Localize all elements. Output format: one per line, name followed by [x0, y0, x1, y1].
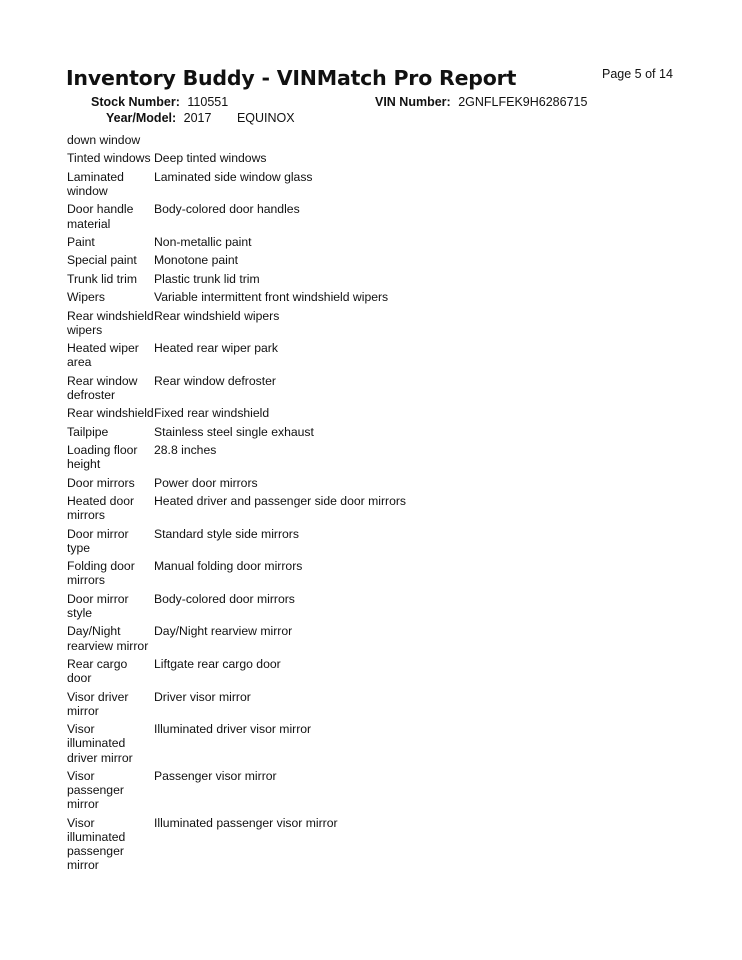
- report-title: Inventory Buddy - VINMatch Pro Report: [66, 66, 517, 90]
- stock-number-value: 110551: [187, 95, 229, 109]
- spec-row: [67, 406, 707, 420]
- spec-value: Illuminated driver visor mirror: [154, 722, 312, 737]
- spec-value: Standard style side mirrors: [154, 526, 299, 541]
- spec-row: [67, 657, 707, 685]
- spec-row: [67, 769, 707, 812]
- spec-value: Heated driver and passenger side door mirrors: [154, 494, 406, 509]
- spec-name: Heated door mirrors: [67, 494, 135, 523]
- spec-value: Body-colored door handles: [154, 202, 300, 217]
- spec-name: Visor illuminated driver mirror: [67, 722, 133, 765]
- spec-name: Visor illuminated passenger mirror: [67, 815, 126, 873]
- spec-row: [67, 527, 707, 555]
- spec-value: Heated rear wiper park: [154, 341, 278, 356]
- spec-name: Loading floor height: [67, 443, 138, 472]
- spec-value: Body-colored door mirrors: [154, 591, 295, 606]
- spec-name: Special paint: [67, 253, 137, 268]
- year-model-label: Year/Model:: [106, 111, 177, 125]
- spec-value: Rear window defroster: [154, 373, 276, 388]
- spec-row: [67, 722, 707, 765]
- spec-name: Visor passenger mirror: [67, 769, 124, 812]
- spec-name: down window: [67, 133, 141, 147]
- stock-number-label: Stock Number:: [91, 95, 180, 109]
- spec-name: Folding door mirrors: [67, 559, 135, 588]
- spec-name: Trunk lid trim: [67, 271, 137, 286]
- spec-row: [67, 425, 707, 439]
- spec-value: [154, 133, 707, 147]
- spec-value: Day/Night rearview mirror: [154, 624, 293, 639]
- spec-value: Laminated side window glass: [154, 169, 313, 184]
- spec-row: [67, 494, 707, 522]
- spec-value: Monotone paint: [154, 253, 239, 268]
- vin-number: [375, 95, 587, 109]
- spec-value: Manual folding door mirrors: [154, 559, 303, 574]
- spec-value: Passenger visor mirror: [154, 769, 277, 784]
- spec-row: [67, 690, 707, 718]
- spec-name: Laminated window: [67, 169, 124, 198]
- spec-name: Paint: [67, 234, 95, 249]
- spec-row: [67, 202, 707, 230]
- spec-row: [67, 816, 707, 873]
- spec-row: [67, 253, 707, 267]
- spec-list: [67, 133, 707, 877]
- spec-row: [67, 476, 707, 490]
- spec-value: Power door mirrors: [154, 475, 258, 490]
- spec-name: Rear window defroster: [67, 373, 138, 402]
- spec-row: [67, 309, 707, 337]
- spec-name: Door handle material: [67, 202, 134, 231]
- spec-row: [67, 170, 707, 198]
- vin-number-value: 2GNFLFEK9H6286715: [458, 95, 588, 109]
- spec-row: [67, 443, 707, 471]
- spec-value: Illuminated passenger visor mirror: [154, 815, 338, 830]
- spec-name: Tailpipe: [67, 424, 109, 439]
- spec-row: [67, 624, 707, 652]
- spec-value: Driver visor mirror: [154, 689, 251, 704]
- spec-name: Visor driver mirror: [67, 689, 129, 718]
- spec-row: [67, 341, 707, 369]
- spec-value: 28.8 inches: [154, 443, 217, 458]
- year-model: [106, 111, 295, 125]
- page-number: Page 5 of 14: [602, 67, 673, 81]
- spec-row: [67, 290, 707, 304]
- spec-value: Deep tinted windows: [154, 151, 267, 166]
- spec-row: [67, 151, 707, 165]
- model-value: EQUINOX: [236, 111, 295, 125]
- spec-value: Stainless steel single exhaust: [154, 424, 314, 439]
- spec-row: [67, 272, 707, 286]
- spec-name: Door mirror style: [67, 591, 129, 621]
- year-value: 2017: [183, 111, 212, 125]
- stock-number: [91, 95, 228, 109]
- spec-name: Rear cargo door: [67, 657, 128, 686]
- spec-row: [67, 559, 707, 587]
- spec-row: [67, 374, 707, 402]
- spec-value: Plastic trunk lid trim: [154, 271, 260, 286]
- spec-value: Liftgate rear cargo door: [154, 657, 281, 672]
- spec-name: Wipers: [67, 290, 105, 305]
- spec-row: [67, 133, 707, 147]
- spec-value: Fixed rear windshield: [154, 406, 270, 421]
- spec-value: Variable intermittent front windshield wipers: [154, 290, 389, 305]
- spec-name: Door mirror type: [67, 526, 129, 555]
- spec-name: Tinted windows: [67, 151, 151, 166]
- spec-name: Rear windshield: [67, 406, 154, 421]
- vin-number-label: VIN Number:: [375, 95, 451, 109]
- spec-name: Heated wiper area: [67, 341, 139, 370]
- spec-name: Day/Night rearview mirror: [67, 624, 149, 653]
- spec-row: [67, 235, 707, 249]
- spec-name: Door mirrors: [67, 475, 135, 490]
- spec-value: Rear windshield wipers: [154, 308, 280, 323]
- spec-name: Rear windshield wipers: [67, 308, 154, 337]
- spec-value: Non-metallic paint: [154, 234, 252, 249]
- spec-row: [67, 592, 707, 620]
